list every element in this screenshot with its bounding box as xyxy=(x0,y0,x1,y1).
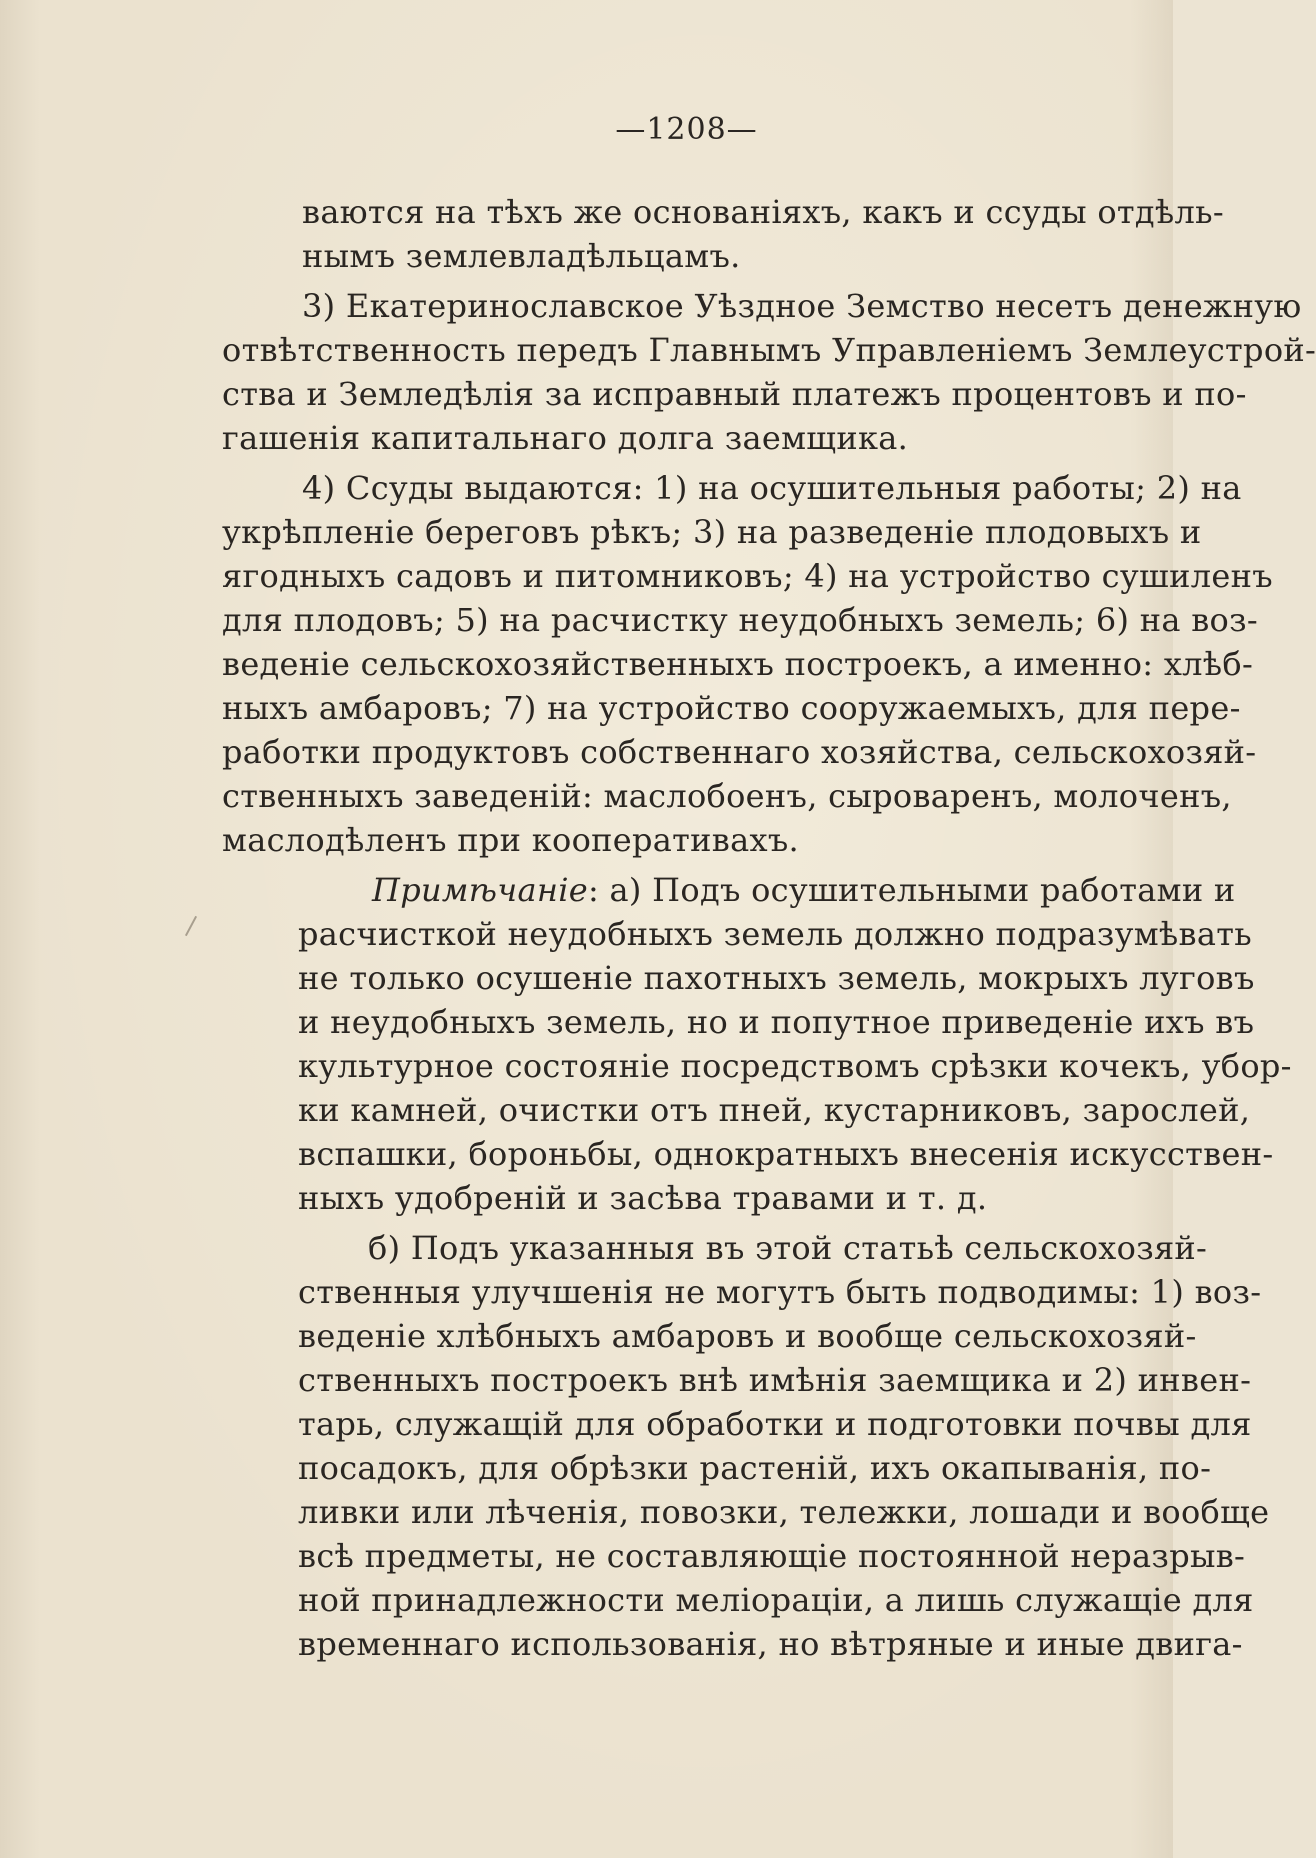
text-line: ливки или лѣченія, повозки, тележки, лошади и вообще xyxy=(298,1493,1270,1531)
text-line: тарь, служащій для обработки и подготовки почвы для xyxy=(298,1405,1252,1443)
note-text: : а) Подъ осушительными работами и xyxy=(588,871,1236,909)
text-line: б) Подъ указанныя въ этой статьѣ сельскохозяй- xyxy=(368,1229,1208,1267)
stray-pencil-mark xyxy=(185,916,197,936)
text-line: временнаго использованія, но вѣтряные и иные двига- xyxy=(298,1625,1243,1663)
text-line: ки камней, очистки отъ пней, кустарниковъ, зарослей, xyxy=(298,1091,1251,1129)
text-line: нымъ землевладѣльцамъ. xyxy=(302,237,741,275)
text-line: укрѣпленіе береговъ рѣкъ; 3) на разведеніе плодовыхъ и xyxy=(222,513,1202,551)
page-number: —1208— xyxy=(615,112,758,147)
text-line: ныхъ удобреній и засѣва травами и т. д. xyxy=(298,1179,988,1217)
text-line: отвѣтственность передъ Главнымъ Управленіемъ Землеустрой- xyxy=(222,331,1316,369)
text-line: веденіе хлѣбныхъ амбаровъ и вообще сельскохозяй- xyxy=(298,1317,1197,1355)
text-line: ственныхъ построекъ внѣ имѣнія заемщика и 2) инвен- xyxy=(298,1361,1252,1399)
text-line: 3) Екатеринославское Уѣздное Земство несетъ денежную xyxy=(302,287,1302,325)
text-line: ственныхъ заведеній: маслобоенъ, сыроваренъ, молоченъ, xyxy=(222,777,1232,815)
text-line: работки продуктовъ собственнаго хозяйства, сельскохозяй- xyxy=(222,733,1257,771)
text-line: ваются на тѣхъ же основаніяхъ, какъ и ссуды отдѣль- xyxy=(302,193,1224,231)
text-line: ныхъ амбаровъ; 7) на устройство сооружаемыхъ, для пере- xyxy=(222,689,1241,727)
text-line: ства и Земледѣлія за исправный платежъ процентовъ и по- xyxy=(222,375,1247,413)
note-line xyxy=(372,868,1236,912)
text-line: культурное состояніе посредствомъ срѣзки кочекъ, убор- xyxy=(298,1047,1292,1085)
text-line: ной принадлежности меліораціи, а лишь служащіе для xyxy=(298,1581,1254,1619)
note-heading: Примѣчаніе xyxy=(372,871,588,909)
text-line: посадокъ, для обрѣзки растеній, ихъ окапыванія, по- xyxy=(298,1449,1212,1487)
text-line: расчисткой неудобныхъ земель должно подразумѣвать xyxy=(298,915,1252,953)
text-line: веденіе сельскохозяйственныхъ построекъ, а именно: хлѣб- xyxy=(222,645,1254,683)
text-line: для плодовъ; 5) на расчистку неудобныхъ земель; 6) на воз- xyxy=(222,601,1258,639)
text-line: ягодныхъ садовъ и питомниковъ; 4) на устройство сушиленъ xyxy=(222,557,1273,595)
text-line: не только осушеніе пахотныхъ земель, мокрыхъ луговъ xyxy=(298,959,1255,997)
text-line: всѣ предметы, не составляющіе постоянной неразрыв- xyxy=(298,1537,1246,1575)
text-line: гашенія капитальнаго долга заемщика. xyxy=(222,419,909,457)
text-line: и неудобныхъ земель, но и попутное приведеніе ихъ въ xyxy=(298,1003,1255,1041)
text-line: маслодѣленъ при кооперативахъ. xyxy=(222,821,799,859)
text-line: ственныя улучшенія не могутъ быть подводимы: 1) воз- xyxy=(298,1273,1262,1311)
text-line: 4) Ссуды выдаются: 1) на осушительныя работы; 2) на xyxy=(302,469,1242,507)
text-line: вспашки, бороньбы, однократныхъ внесенія искусствен- xyxy=(298,1135,1274,1173)
